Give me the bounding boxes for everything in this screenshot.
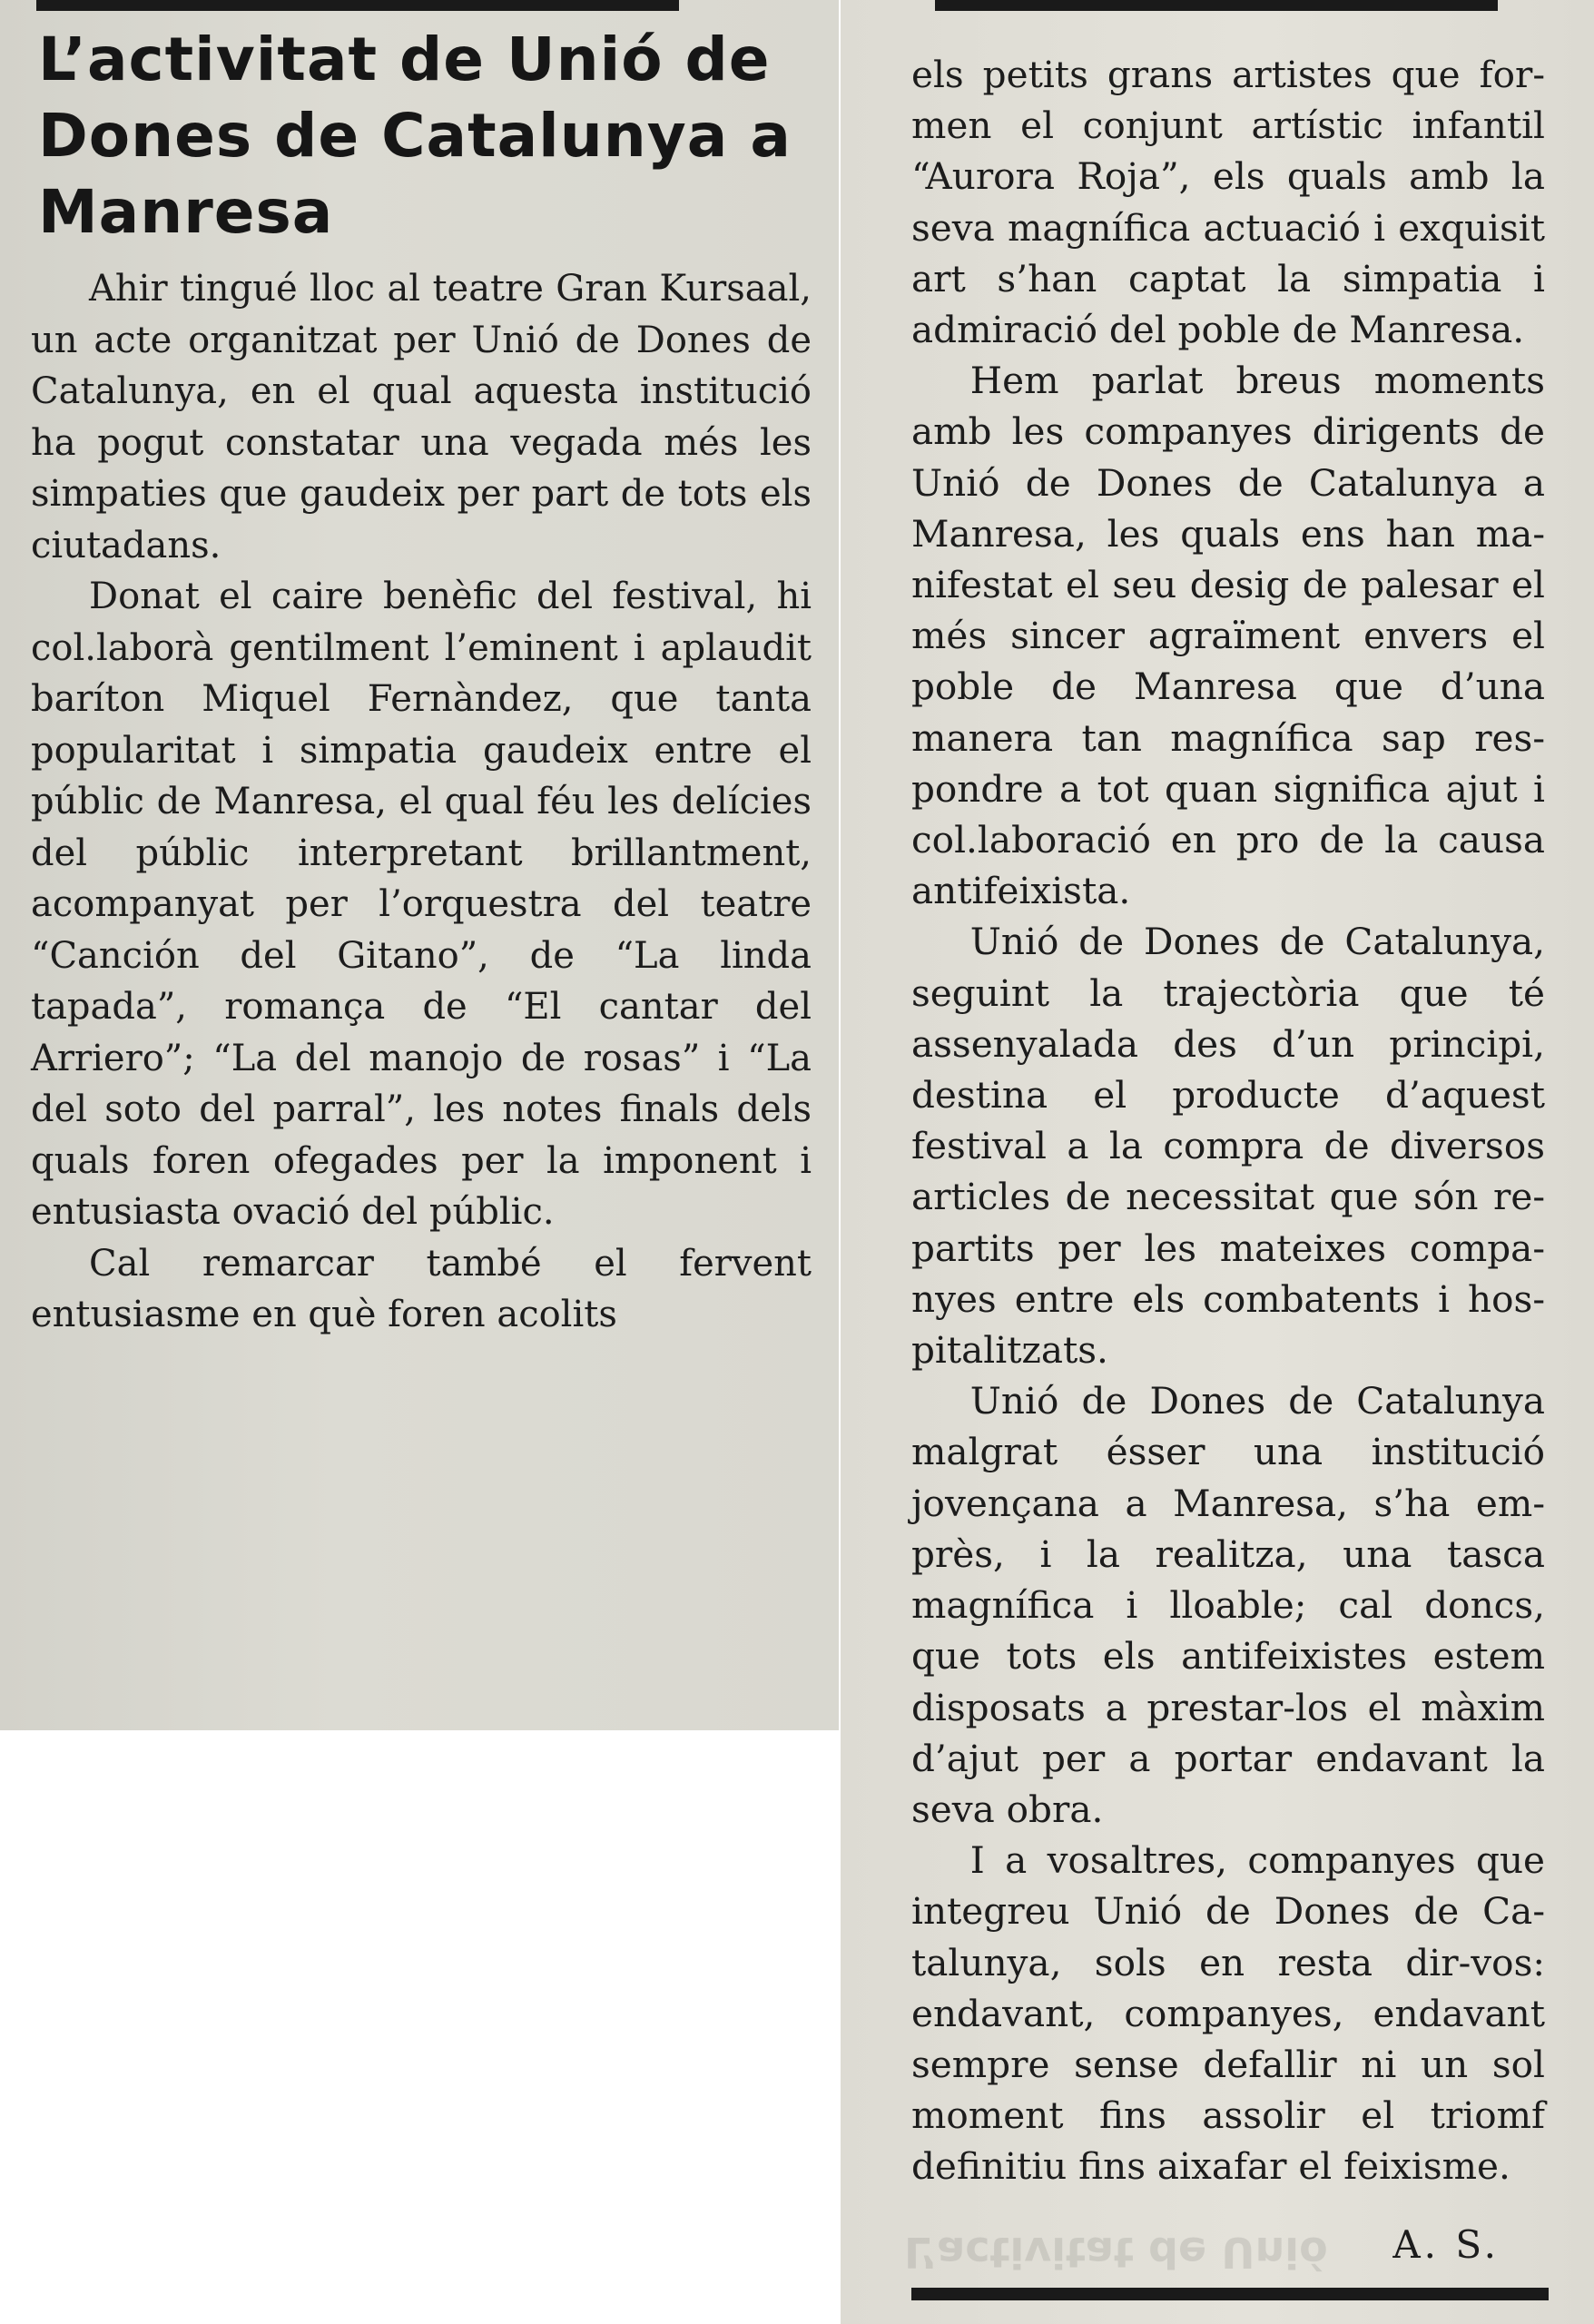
- paragraph: I a vosaltres, companyes que integreu Unió de Dones de Catalunya, sols en resta dir-vos: endavant, companyes, endavant sempre sense defallir ni un sol moment fins assolir el triomf definitiu fins aixafar el feixisme.: [911, 1838, 1545, 2189]
- clipping-column-left: [0, 0, 839, 1730]
- top-rule: [935, 0, 1498, 11]
- paragraph: Hem parlat breus moments amb les companyes dirigents de Unió de Dones de Catalunya a Manresa, les quals ens han manifestat el seu desig de palesar el més sincer agraïment envers el poble de Manresa que d’una manera tan magnífica sap respondre a tot quan significa ajut i col.laboració en pro de la causa antifeixista.: [911, 359, 1545, 913]
- paragraph: els petits grans artistes que formen el conjunt artístic infantil “Aurora Roja”, els quals amb la seva magnífica actuació i exquisit art s’han captat la simpatia i admiració del poble de Manresa.: [911, 53, 1545, 352]
- top-rule: [36, 0, 679, 11]
- author-signature: A. S.: [1392, 2222, 1500, 2267]
- bottom-rule: [911, 2288, 1549, 2300]
- article-body-left: [31, 263, 812, 1341]
- clipping-column-right: [841, 0, 1594, 2324]
- paragraph: Ahir tingué lloc al teatre Gran Kursaal, un acte organitzat per Unió de Dones de Catalunya, en el qual aquesta institució ha pogut constatar una vegada més les simpaties que gaudeix per part de tots els ciutadans.: [31, 268, 812, 566]
- paragraph: Unió de Dones de Catalunya, seguint la trajectòria que té assenyalada des d’un principi, destina el producte d’aquest festival a la compra de diversos articles de necessitat que són repartits per les mateixes companyes entre els combatents i hospitalitzats.: [911, 920, 1545, 1373]
- paragraph: Cal remarcar també el fervent entusiasme en què foren acolits: [31, 1242, 812, 1335]
- paragraph: Unió de Dones de Catalunya malgrat ésser una institució jovençana a Manresa, s’ha emprès, i la realitza, una tasca magnífica i lloable; cal doncs, que tots els antifeixistes estem disposats a prestar-los el màxim d’ajut per a portar endavant la seva obra.: [911, 1379, 1545, 1831]
- article-body-right: [911, 0, 1545, 2192]
- paragraph: Donat el caire benèfic del festival, hi col.laborà gentilment l’eminent i aplaudit baríton Miquel Fernàndez, que tanta popularitat i simpatia gaudeix entre el públic de Manresa, el qual féu les delícies del públic interpretant brillantment, acompanyat per l’orquestra del teatre “Canción del Gitano”, de “La linda tapada”, romança de “El cantar del Arriero”; “La del manojo de rosas” i “La del soto del parral”, les notes finals dels quals foren ofegades per la imponent i entusiasta ovació del públic.: [31, 576, 812, 1233]
- article-headline: L’activitat de Unió de Dones de Catalunya a Manresa: [38, 25, 792, 247]
- bleed-through-text: L’activitat de Unió: [904, 2228, 1328, 2277]
